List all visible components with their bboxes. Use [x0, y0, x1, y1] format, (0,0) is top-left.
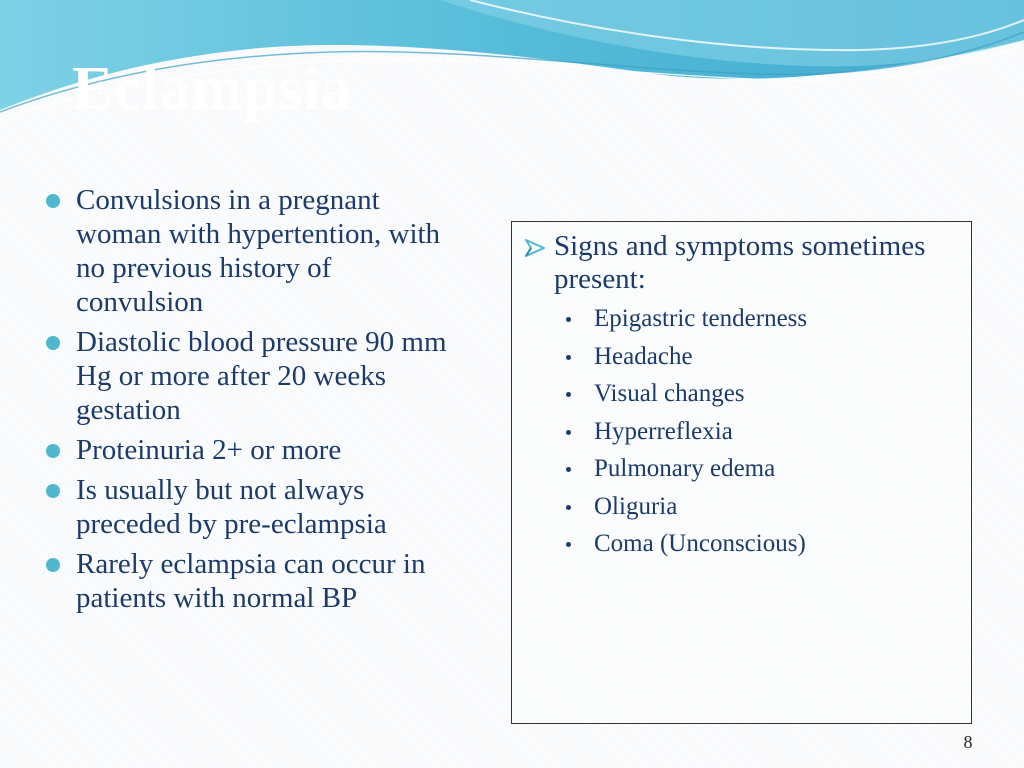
page-number: 8: [963, 732, 973, 752]
list-item: [564, 413, 807, 451]
bullet-text: Diastolic blood pressure 90 mm Hg or more after 20 weeks gestation: [76, 326, 447, 426]
small-bullet-icon: [566, 505, 571, 510]
list-item: [564, 338, 807, 376]
small-bullet-icon: [566, 467, 571, 472]
small-bullet-icon: [566, 392, 571, 397]
symptom-list: [564, 300, 807, 563]
arrow-bullet-icon: [524, 238, 546, 258]
list-item: [40, 325, 460, 427]
bullet-text: Rarely eclampsia can occur in patients with normal BP: [76, 548, 426, 614]
symptom-text: Oliguria: [594, 492, 678, 520]
small-bullet-icon: [566, 355, 571, 360]
list-item: [564, 525, 807, 563]
bullet-text: Is usually but not always preceded by pre-eclampsia: [76, 474, 387, 540]
bullet-dot-icon: [46, 194, 60, 208]
bullet-dot-icon: [46, 444, 60, 458]
heading-text: Signs and symptoms sometimes present:: [554, 230, 926, 295]
small-bullet-icon: [566, 430, 571, 435]
small-bullet-icon: [566, 542, 571, 547]
list-item: [40, 473, 460, 541]
list-item: [40, 183, 460, 319]
signs-symptoms-box: [511, 221, 972, 724]
bullet-dot-icon: [46, 484, 60, 498]
list-item: [564, 300, 807, 338]
list-item: [564, 375, 807, 413]
small-bullet-icon: [566, 317, 571, 322]
symptom-text: Pulmonary edema: [594, 455, 776, 482]
left-bullet-list: [40, 183, 460, 621]
symptom-text: Coma (Unconscious): [594, 530, 806, 557]
signs-symptoms-heading: [524, 230, 964, 296]
list-item: [40, 433, 460, 467]
bullet-text: Proteinuria 2+ or more: [76, 434, 342, 466]
symptom-text: Epigastric tenderness: [594, 305, 808, 332]
symptom-text: Hyperreflexia: [594, 417, 733, 445]
slide-title: Eclampsia: [72, 55, 353, 123]
list-item: [40, 547, 460, 615]
bullet-text: Convulsions in a pregnant woman with hypertention, with no previous history of convulsion: [76, 184, 441, 318]
list-item: [564, 488, 807, 526]
bullet-dot-icon: [46, 336, 60, 350]
symptom-text: Headache: [594, 342, 693, 370]
list-item: [564, 450, 807, 488]
bullet-dot-icon: [46, 558, 60, 572]
symptom-text: Visual changes: [594, 380, 745, 407]
